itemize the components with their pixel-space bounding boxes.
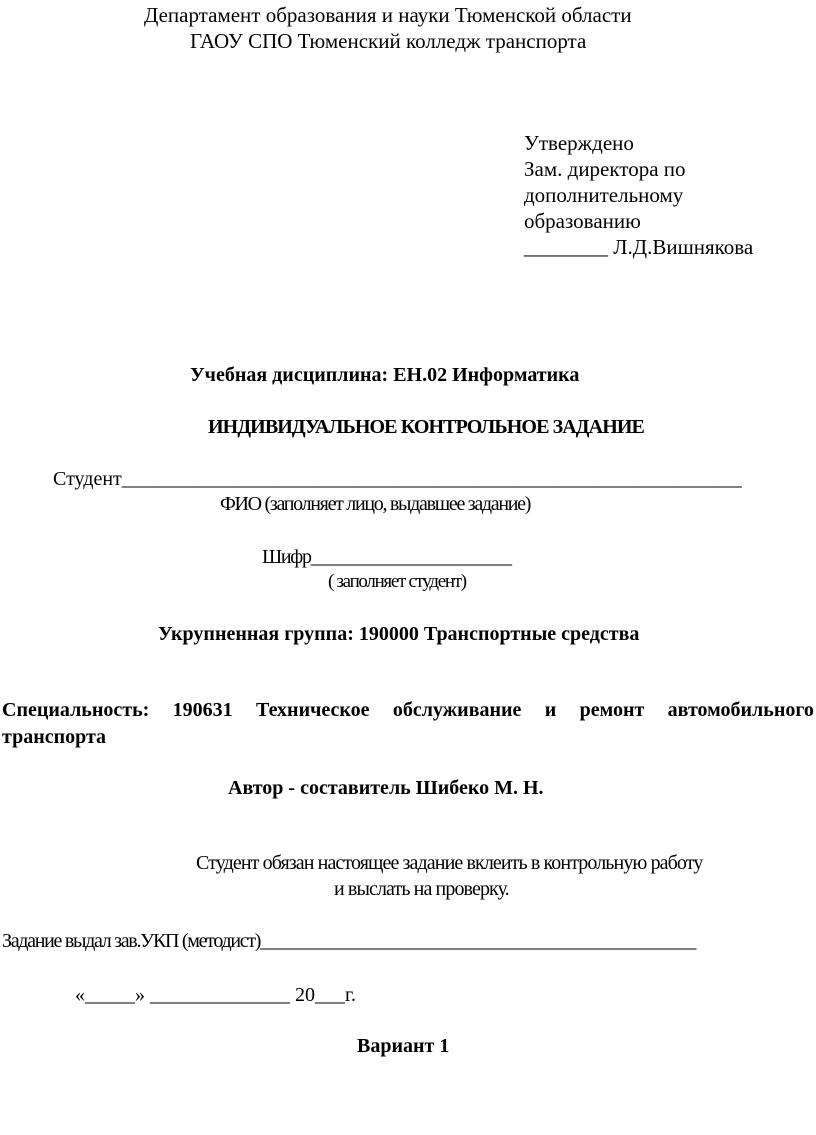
instruction-line-1: Студент обязан настоящее задание вклеить в контрольную работу — [196, 852, 703, 874]
student-field: Студент______________________________________________________________ — [53, 468, 742, 490]
instruction-line-2: и выслать на проверку. — [334, 878, 509, 900]
specialty-word: ремонт — [579, 699, 645, 721]
specialty-word: и — [544, 699, 557, 721]
specialty-word: автомобильного — [667, 699, 814, 721]
approval-signature: ________ Л.Д.Вишнякова — [524, 235, 754, 259]
header-line-1: Департамент образования и науки Тюменской области — [144, 3, 632, 27]
approval-position-2: дополнительному — [524, 183, 684, 207]
date-field: «_____» ______________ 20___г. — [75, 984, 356, 1006]
discipline: Учебная дисциплина: ЕН.02 Информатика — [190, 364, 580, 386]
variant: Вариант 1 — [357, 1035, 450, 1057]
header-line-2: ГАОУ СПО Тюменский колледж транспорта — [190, 29, 587, 53]
specialty-word: обслуживание — [392, 699, 522, 721]
specialty-line-1 — [2, 699, 814, 722]
group: Укрупненная группа: 190000 Транспортные средства — [158, 623, 640, 645]
approval-title: Утверждено — [524, 131, 634, 155]
cipher-field: Шифр_______________________ — [262, 546, 511, 568]
author: Автор - составитель Шибеко М. Н. — [228, 777, 544, 799]
specialty-word: 190631 — [172, 699, 233, 721]
specialty-line-2: транспорта — [2, 726, 107, 748]
approval-position-3: образованию — [524, 209, 641, 233]
specialty-word: Техническое — [255, 699, 370, 721]
cipher-hint: ( заполняет студент) — [328, 571, 466, 592]
document-title: ИНДИВИДУАЛЬНОЕ КОНТРОЛЬНОЕ ЗАДАНИЕ — [208, 416, 644, 438]
issued-by-field: Задание выдал зав.УКП (методист)__________________________________________________ — [2, 930, 696, 952]
approval-position-1: Зам. директора по — [524, 157, 686, 181]
specialty-word: Специальность: — [2, 699, 150, 721]
student-hint: ФИО (заполняет лицо, выдавшее задание) — [220, 493, 531, 515]
